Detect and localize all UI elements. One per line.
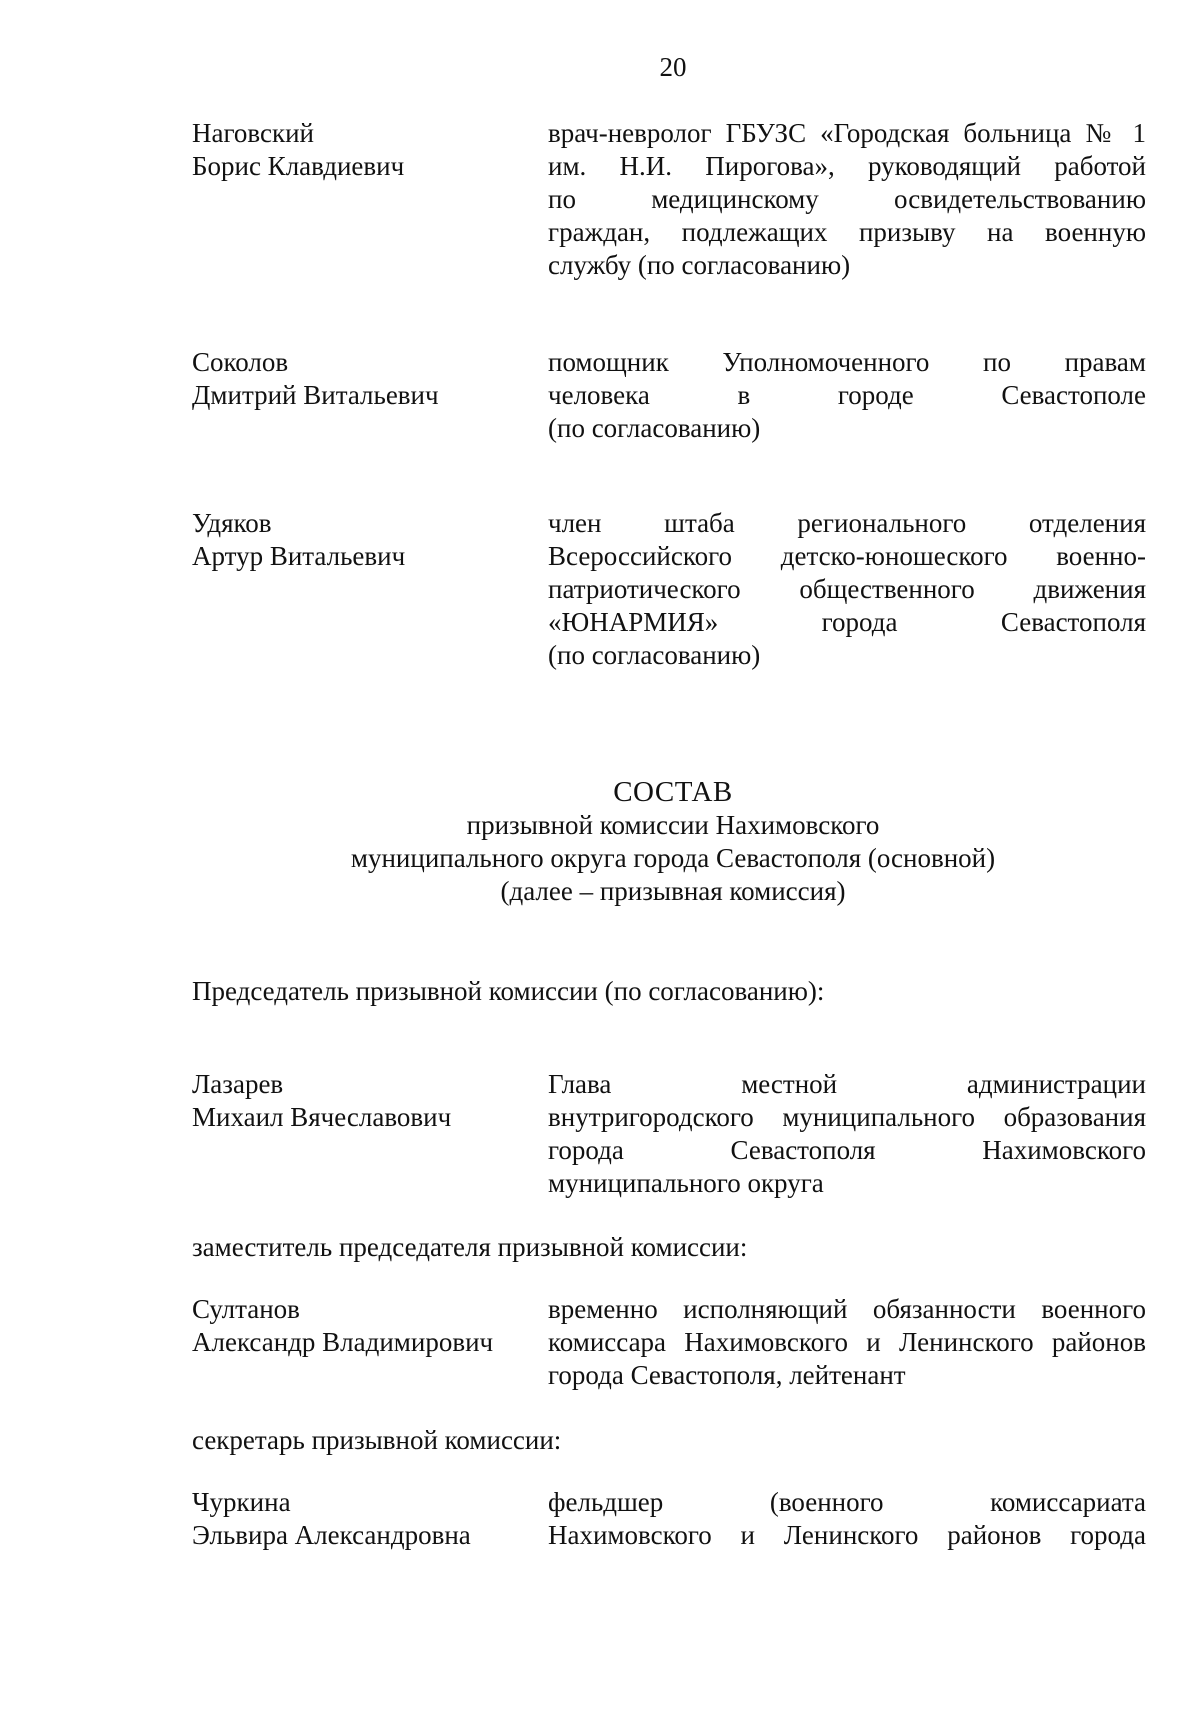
member-given-name: Александр Владимирович — [192, 1327, 494, 1357]
member-surname: Чуркина — [192, 1487, 291, 1517]
section-heading — [0, 776, 1200, 908]
deputy-label: заместитель председателя призывной комиссии: — [192, 1232, 748, 1262]
heading-title: СОСТАВ — [613, 776, 733, 808]
secretary-label: секретарь призывной комиссии: — [192, 1425, 562, 1455]
position-line: города Севастополя, лейтенант — [548, 1360, 906, 1390]
position-line: внутригородского муниципального образования — [548, 1102, 1146, 1132]
member-surname: Лазарев — [192, 1069, 284, 1099]
heading-subtitle-line: муниципального округа города Севастополя (основной) — [350, 843, 996, 873]
position-line: помощник Уполномоченного по правам — [548, 347, 1146, 377]
position-line: граждан, подлежащих призыву на военную — [548, 217, 1146, 247]
position-line: Всероссийского детско-юношеского военно- — [548, 541, 1146, 571]
chair-label: Председатель призывной комиссии (по согласованию): — [192, 976, 825, 1006]
member-given-name: Борис Клавдиевич — [192, 151, 405, 181]
member-position — [548, 1068, 1146, 1200]
member-surname: Наговский — [192, 118, 314, 148]
position-line: врач-невролог ГБУЗС «Городская больница № 1 — [548, 118, 1146, 148]
member-name — [192, 1068, 532, 1134]
position-line: (по согласованию) — [548, 640, 761, 670]
position-line: временно исполняющий обязанности военного — [548, 1294, 1146, 1324]
position-line: «ЮНАРМИЯ» города Севастополя — [548, 607, 1146, 637]
member-given-name: Артур Витальевич — [192, 541, 406, 571]
position-line: службу (по согласованию) — [548, 250, 851, 280]
member-position — [548, 1486, 1146, 1552]
position-line: муниципального округа — [548, 1168, 824, 1198]
page-number: 20 — [659, 52, 687, 82]
heading-subtitle-line: призывной комиссии Нахимовского — [466, 810, 880, 840]
member-name — [192, 1293, 532, 1359]
member-given-name: Эльвира Александровна — [192, 1520, 471, 1550]
position-line: комиссара Нахимовского и Ленинского районов — [548, 1327, 1146, 1357]
position-line: патриотического общественного движения — [548, 574, 1146, 604]
member-surname: Султанов — [192, 1294, 300, 1324]
position-line: человека в городе Севастополе — [548, 380, 1146, 410]
heading-subtitle-line: (далее – призывная комиссия) — [500, 876, 846, 906]
member-position — [548, 346, 1146, 445]
position-line: города Севастополя Нахимовского — [548, 1135, 1146, 1165]
position-line: по медицинскому освидетельствованию — [548, 184, 1146, 214]
member-name — [192, 346, 532, 412]
member-position — [548, 117, 1146, 282]
member-surname: Соколов — [192, 347, 289, 377]
position-line: (по согласованию) — [548, 413, 761, 443]
position-line: фельдшер (военного комиссариата — [548, 1487, 1146, 1517]
member-name — [192, 507, 532, 573]
position-line: Глава местной администрации — [548, 1069, 1146, 1099]
member-surname: Удяков — [192, 508, 272, 538]
position-line: им. Н.И. Пирогова», руководящий работой — [548, 151, 1146, 181]
member-position — [548, 507, 1146, 672]
member-name — [192, 1486, 532, 1552]
position-line: член штаба регионального отделения — [548, 508, 1146, 538]
member-given-name: Дмитрий Витальевич — [192, 380, 439, 410]
member-given-name: Михаил Вячеславович — [192, 1102, 452, 1132]
member-position — [548, 1293, 1146, 1392]
member-name — [192, 117, 532, 183]
position-line: Нахимовского и Ленинского районов города — [548, 1520, 1146, 1550]
